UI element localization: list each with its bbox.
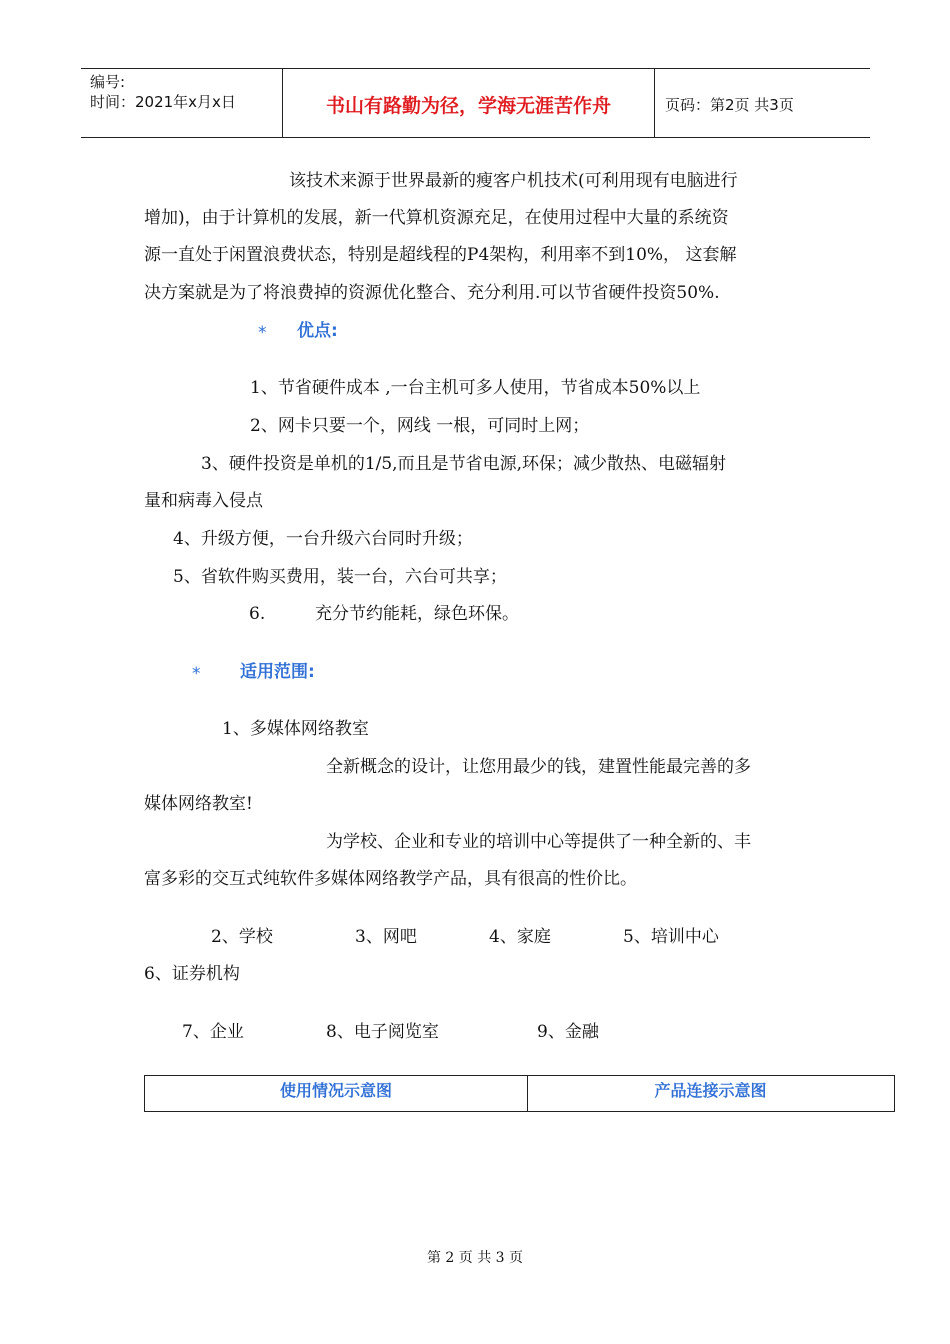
scope-list-item: 2、学校 xyxy=(211,927,273,947)
scope-list-item: 9、金融 xyxy=(537,1022,599,1042)
scope-desc-line: 媒体网络教室! xyxy=(144,794,253,814)
scope-list-item: 3、网吧 xyxy=(355,927,417,947)
advantage-item: 4、升级方便，一台升级六台同时升级； xyxy=(173,529,473,549)
advantage-item: 3、硬件投资是单机的1/5,而且是节省电源,环保；减少散热、电磁辐射 xyxy=(201,454,726,474)
advantage-item-number: 6. xyxy=(249,604,266,624)
header-page-info: 页码：第2页 共3页 xyxy=(665,96,794,114)
scope-desc-line: 为学校、企业和专业的培训中心等提供了一种全新的、丰 xyxy=(326,832,751,852)
page-footer: 第 2 页 共 3 页 xyxy=(426,1250,524,1266)
intro-line: 决方案就是为了将浪费掉的资源优化整合、充分利用.可以节省硬件投资50%. xyxy=(144,283,720,303)
advantage-item: 量和病毒入侵点 xyxy=(144,491,263,511)
scope-desc-line: 全新概念的设计，让您用最少的钱，建置性能最完善的多 xyxy=(326,757,751,777)
header-motto: 书山有路勤为径，学海无涯苦作舟 xyxy=(325,95,611,117)
table-header-connection-diagram: 产品连接示意图 xyxy=(654,1081,767,1100)
advantage-item: 1、节省硬件成本 ,一台主机可多人使用，节省成本50%以上 xyxy=(250,378,701,398)
intro-line: 源一直处于闲置浪费状态，特别是超线程的P4架构，利用率不到10%， 这套解 xyxy=(144,245,737,265)
document-date: 时间：2021年x月x日 xyxy=(90,93,236,111)
scope-heading: 适用范围: xyxy=(240,662,315,682)
table-header-usage-diagram: 使用情况示意图 xyxy=(145,1076,528,1111)
scope-item: 1、多媒体网络教室 xyxy=(222,719,369,739)
header-page-cell xyxy=(655,69,870,137)
scope-list-item: 6、证券机构 xyxy=(144,964,240,984)
header-meta-cell xyxy=(81,69,282,137)
scope-desc-line: 富多彩的交互式纯软件多媒体网络教学产品，具有很高的性价比。 xyxy=(144,869,637,889)
advantage-item: 充分节约能耗，绿色环保。 xyxy=(315,604,519,624)
advantages-heading: 优点: xyxy=(297,321,338,341)
bullet-star-icon: * xyxy=(258,323,267,343)
header-motto-cell xyxy=(282,69,655,137)
scope-list-item: 5、培训中心 xyxy=(623,927,719,947)
intro-line: 增加)，由于计算机的发展，新一代算机资源充足，在使用过程中大量的系统资 xyxy=(144,208,729,228)
advantage-item: 5、省软件购买费用，装一台，六台可共享； xyxy=(173,567,507,587)
advantage-item: 2、网卡只要一个，网线 一根，可同时上网； xyxy=(250,416,590,436)
scope-list-item: 7、企业 xyxy=(182,1022,244,1042)
scope-list-item: 8、电子阅览室 xyxy=(326,1022,439,1042)
page-header xyxy=(81,68,870,138)
diagram-table xyxy=(144,1075,895,1112)
scope-list-item: 4、家庭 xyxy=(489,927,551,947)
document-number-label: 编号: xyxy=(90,73,126,91)
intro-line: 该技术来源于世界最新的瘦客户机技术(可利用现有电脑进行 xyxy=(289,171,738,191)
bullet-star-icon: * xyxy=(192,664,201,684)
